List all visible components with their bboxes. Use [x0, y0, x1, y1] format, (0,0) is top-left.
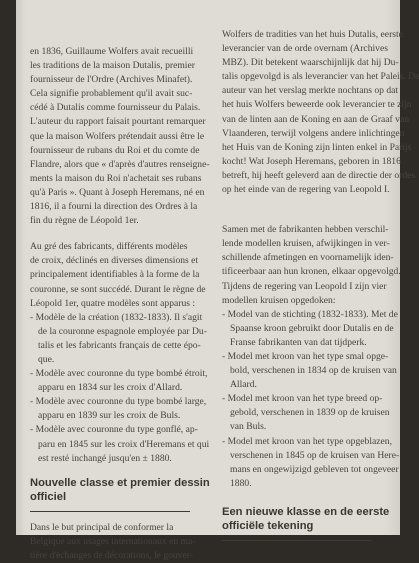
text-line: leverancier van de orde overnam (Archives [222, 43, 388, 55]
text-line: Belgique aux usages internationaux en ma- [30, 535, 196, 547]
text-line: Flandre, alors que « d'après d'autres renseigne- [30, 158, 210, 170]
list-item: - Modèle de la création (1832-1833). Il s'agit [30, 311, 203, 323]
text-line: op het einde van de regering van Leopold I. [222, 184, 390, 196]
list-item: van Buls. [230, 421, 267, 433]
text-line: Dans le but principal de conformer la [30, 521, 174, 533]
list-item: verschenen in 1845 op de kruisen van Here- [230, 449, 400, 461]
text-line: cédé à Dutalis comme fournisseur du Palais. [30, 102, 201, 114]
heading-rule [30, 511, 190, 512]
list-item: - Modèle avec couronne du type bombé large, [30, 396, 207, 408]
text-line: talis opgevolgd is als leverancier van het Paleis. De [222, 71, 419, 83]
list-item: bold, verschenen in 1834 op de kruisen van [230, 365, 397, 377]
text-line: principalement identifiables à la forme de la [30, 269, 200, 281]
list-item: que. [38, 353, 55, 365]
heading-line: Een nieuwe klasse en de eerste [222, 505, 390, 518]
text-line: het huis Wolfers beweerde ook leverancier te zijn [222, 99, 412, 111]
heading-line: officiel [30, 490, 67, 503]
text-line: Vlaanderen, terwijl volgens andere inlichtingen [222, 127, 405, 139]
list-item: mans en ongewijzigd gebleven tot ongeveer [230, 463, 399, 475]
text-line: en 1836, Guillaume Wolfers avait recueilli [30, 46, 194, 57]
left-model-list [30, 311, 208, 466]
list-item: Allard. [230, 379, 257, 391]
list-item: talis et les fabricants français de cette épo- [38, 339, 201, 351]
book-page [16, 0, 419, 561]
left-section-heading [30, 476, 208, 504]
text-line: fournisseur de rubans du Roi et du comte de [30, 144, 200, 156]
text-line: schillende afmetingen en voornamelijk iden- [222, 252, 394, 264]
text-line: L'auteur du rapport faisait pourtant remarquer [30, 116, 206, 128]
heading-line: officiële tekening [222, 519, 314, 532]
text-line: MBZ). Dit betekent waarschijnlijk dat hij Du- [222, 57, 399, 69]
text-line: Cela signifie probablement qu'il avait suc- [30, 88, 193, 100]
right-paragraph-1 [222, 28, 419, 197]
right-model-list [222, 308, 398, 491]
text-line: het Huis van de Koning zijn linten enkel in Parijs [222, 141, 412, 153]
text-line: 1816, il a fourni la direction des Ordres à la [30, 201, 198, 213]
right-paragraph-2 [222, 223, 401, 308]
text-line: les traditions de la maison Dutalis, premier [30, 60, 195, 72]
list-item: paru en 1845 sur les croix d'Heremans et qui [38, 438, 210, 450]
list-item: de la couronne espagnole employée par Du- [38, 325, 207, 337]
list-item: - Model met kroon van het type opgeblazen, [222, 435, 392, 447]
text-line: lende modellen kruisen, afwijkingen in ver- [222, 238, 390, 250]
list-item: - Model met kroon van het type breed op- [222, 393, 383, 405]
heading-rule [222, 540, 372, 541]
heading-line: Nouvelle classe et premier dessin [30, 476, 210, 489]
text-line: van de linten aan de Koning en aan de Graaf van [222, 113, 409, 125]
text-line: fin du règne de Léopold 1er. [30, 215, 139, 227]
text-line: auteur van het verslag merkte nochtans op dat [222, 85, 399, 97]
list-item: - Model met kroon van het type smal opge- [222, 350, 389, 362]
text-line: betreft, hij heeft geleverd aan de directie der ordes [222, 169, 416, 181]
list-item: gebold, verschenen in 1839 op de kruisen [230, 407, 390, 419]
text-line: qu'à Paris ». Quant à Joseph Heremans, né en [30, 186, 205, 198]
list-item: apparu en 1839 sur les croix de Buls. [38, 410, 181, 422]
text-line: que la maison Wolfers prétendait aussi être le [30, 130, 205, 142]
text-line: kocht! Wat Joseph Heremans, geboren in 1816 [222, 155, 401, 167]
list-item: - Modèle avec couronne du type bombé étroit, [30, 368, 208, 380]
text-line: fournisseur de l'Ordre (Archives Minafet). [30, 74, 193, 86]
list-item: 1880. [230, 477, 252, 489]
list-item: apparu en 1834 sur les croix d'Allard. [38, 382, 183, 394]
text-line: Tijdens de regering van Leopold I zijn vier [222, 280, 387, 292]
text-line: ments la maison du Roi n'achetait ses rubans [30, 172, 202, 184]
left-paragraph-1 [30, 45, 208, 228]
text-line: Léopold 1er, quatre modèles sont apparus : [30, 297, 196, 309]
list-item: Franse fabrikanten van dat tijdperk. [230, 336, 367, 348]
list-item: - Model van de stichting (1832-1833). Met de [222, 308, 398, 320]
left-column-french [30, 45, 208, 563]
text-line: de croix, déclinés en diverses dimensions et [30, 255, 199, 267]
list-item: Spaanse kroon gebruikt door Dutalis en de [230, 322, 394, 334]
text-line: Samen met de fabrikanten hebben verschil- [222, 224, 389, 236]
text-line: tificeerbaar aan hun kronen, elkaar opgevolgd. [222, 266, 401, 278]
text-line: Au gré des fabricants, différents modèles [30, 241, 188, 253]
text-line: Wolfers de tradities van het huis Dutalis, eerste [222, 29, 403, 40]
right-column-dutch [222, 28, 419, 550]
text-line: tière d'échanges de décorations, le gouver- [30, 549, 193, 561]
text-line: couronne, se sont succédé. Durant le règne de [30, 283, 206, 295]
left-paragraph-3 [30, 521, 208, 563]
list-item: est resté inchangé jusqu'en ± 1880. [38, 452, 172, 464]
text-line: modellen kruisen opgedoken: [222, 294, 336, 306]
left-paragraph-2 [30, 240, 208, 310]
list-item: - Modèle avec couronne du type gonflé, ap- [30, 424, 198, 436]
right-section-heading [222, 505, 398, 533]
